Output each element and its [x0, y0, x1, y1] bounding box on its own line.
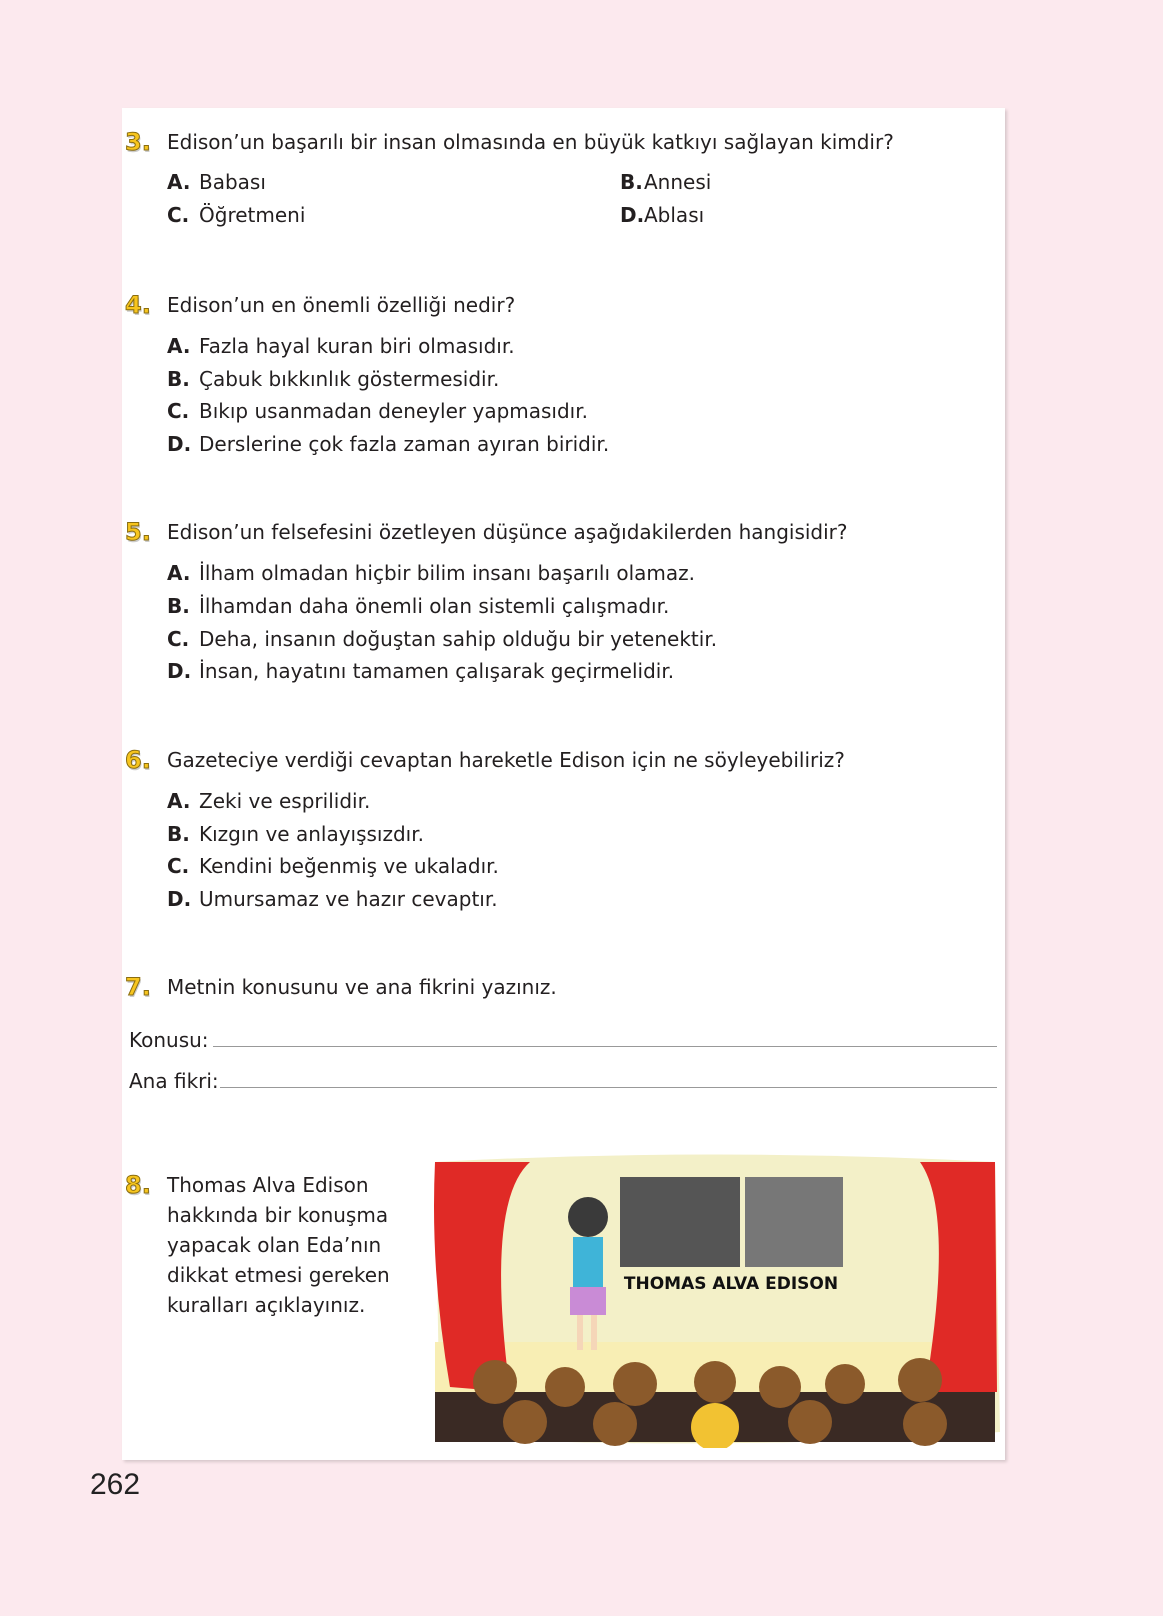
illustration-caption: THOMAS ALVA EDISON: [623, 1274, 839, 1294]
question-text: Edison’un başarılı bir insan olmasında en büyük katkıyı sağlayan kimdir?: [167, 130, 894, 154]
question-text-line: hakkında bir konuşma: [167, 1203, 389, 1227]
option-letter: A.: [167, 561, 191, 585]
question-text-line: dikkat etmesi gereken: [167, 1263, 390, 1287]
question-number: 3.: [125, 128, 151, 156]
question-number: 6.: [125, 746, 151, 774]
option-letter: D.: [167, 659, 192, 683]
option-d[interactable]: [620, 202, 704, 228]
option-b[interactable]: [167, 366, 499, 392]
option-text: Öğretmeni: [199, 203, 306, 227]
question-text-line: kuralları açıklayınız.: [167, 1293, 366, 1317]
question-text-line: Thomas Alva Edison: [167, 1173, 369, 1197]
option-text: Babası: [199, 170, 266, 194]
option-b[interactable]: [167, 593, 669, 619]
option-letter: D.: [620, 203, 645, 227]
option-text: Annesi: [644, 170, 712, 194]
option-text: Bıkıp usanmadan deneyler yapmasıdır.: [199, 399, 588, 423]
option-letter: C.: [167, 854, 190, 878]
topic-label: Konusu:: [129, 1028, 209, 1052]
question-text: Gazeteciye verdiği cevaptan hareketle Edison için ne söyleyebiliriz?: [167, 748, 845, 772]
option-text: Kendini beğenmiş ve ukaladır.: [199, 854, 499, 878]
question-number: 4.: [125, 291, 151, 319]
option-d[interactable]: [167, 658, 674, 684]
option-text: İlhamdan daha önemli olan sistemli çalışmadır.: [199, 594, 670, 618]
option-d[interactable]: [167, 886, 498, 912]
option-c[interactable]: [167, 853, 499, 879]
edison-photo-2: [745, 1177, 843, 1267]
question-number: 8.: [125, 1171, 151, 1199]
question-text: Edison’un felsefesini özetleyen düşünce aşağıdakilerden hangisidir?: [167, 520, 848, 544]
option-letter: B.: [620, 170, 643, 194]
option-letter: B.: [167, 822, 190, 846]
edison-photo-1: [620, 1177, 740, 1267]
option-c[interactable]: [167, 398, 588, 424]
option-text: Fazla hayal kuran biri olmasıdır.: [199, 334, 515, 358]
option-c[interactable]: [167, 626, 717, 652]
option-letter: C.: [167, 399, 190, 423]
option-text: İnsan, hayatını tamamen çalışarak geçirmelidir.: [199, 659, 675, 683]
option-text: Kızgın ve anlayışsızdır.: [199, 822, 424, 846]
question-text: Metnin konusunu ve ana fikrini yazınız.: [167, 975, 557, 999]
option-text: Derslerine çok fazla zaman ayıran biridir.: [199, 432, 610, 456]
option-b[interactable]: [620, 169, 711, 195]
option-b[interactable]: [167, 821, 424, 847]
option-c[interactable]: [167, 202, 305, 228]
main-idea-label: Ana fikri:: [129, 1069, 219, 1093]
question-text-line: yapacak olan Eda’nın: [167, 1233, 382, 1257]
option-text: Umursamaz ve hazır cevaptır.: [199, 887, 498, 911]
option-letter: A.: [167, 789, 191, 813]
main-idea-answer-line[interactable]: [220, 1087, 997, 1088]
question-number: 7.: [125, 973, 151, 1001]
option-letter: A.: [167, 170, 191, 194]
option-a[interactable]: [167, 560, 695, 586]
option-letter: D.: [167, 432, 192, 456]
option-d[interactable]: [167, 431, 609, 457]
question-text: Edison’un en önemli özelliği nedir?: [167, 293, 516, 317]
option-letter: B.: [167, 367, 190, 391]
option-text: Ablası: [644, 203, 705, 227]
option-text: Çabuk bıkkınlık göstermesidir.: [199, 367, 500, 391]
option-text: İlham olmadan hiçbir bilim insanı başarılı olamaz.: [199, 561, 696, 585]
option-a[interactable]: [167, 333, 515, 359]
question-number: 5.: [125, 518, 151, 546]
option-letter: C.: [167, 203, 190, 227]
option-letter: C.: [167, 627, 190, 651]
presentation-illustration: [425, 1152, 1003, 1448]
option-letter: B.: [167, 594, 190, 618]
page-number: 262: [90, 1468, 141, 1501]
option-a[interactable]: [167, 169, 266, 195]
option-letter: A.: [167, 334, 191, 358]
option-a[interactable]: [167, 788, 370, 814]
option-text: Deha, insanın doğuştan sahip olduğu bir yetenektir.: [199, 627, 718, 651]
option-text: Zeki ve esprilidir.: [199, 789, 371, 813]
topic-answer-line[interactable]: [213, 1046, 997, 1047]
option-letter: D.: [167, 887, 192, 911]
